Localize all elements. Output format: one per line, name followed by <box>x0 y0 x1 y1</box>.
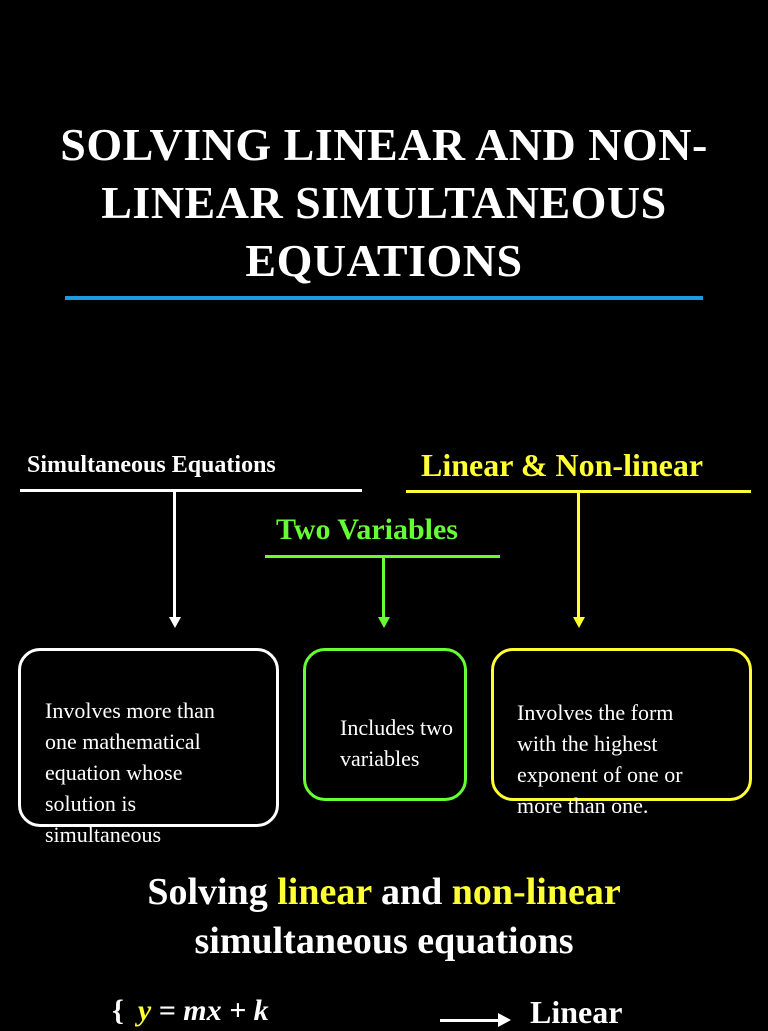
linear-nonlinear-arrowhead-icon <box>573 617 585 628</box>
simultaneous-equations-label: Simultaneous Equations <box>27 452 276 478</box>
title-line-1: SOLVING LINEAR AND NON- <box>60 119 708 170</box>
heading-text-and: and <box>371 871 452 913</box>
section-heading-line-2: simultaneous equations <box>194 920 574 962</box>
simultaneous-definition-text: Involves more than one mathematical equation whose solution is simultaneous <box>45 698 215 847</box>
heading-text-non-linear: non-linear <box>451 871 621 913</box>
equation-type-label: Linear <box>530 994 623 1030</box>
heading-text-solving: Solving <box>147 871 278 913</box>
equation-brace: { <box>112 994 124 1027</box>
two-variables-connector <box>382 557 385 618</box>
two-variables-definition-text: Includes two variables <box>340 715 454 771</box>
section-heading <box>0 868 768 966</box>
linear-nonlinear-label: Linear & Non-linear <box>421 447 704 483</box>
simultaneous-definition-box <box>18 648 279 847</box>
equation-y-variable: y <box>137 994 152 1027</box>
simultaneous-underline <box>20 489 362 492</box>
two-variables-arrowhead-icon <box>378 617 390 628</box>
linear-equation <box>112 994 269 1028</box>
page-title <box>30 116 738 290</box>
two-variables-label: Two Variables <box>276 513 458 546</box>
linear-nonlinear-definition-box <box>491 648 752 818</box>
title-line-3: EQUATIONS <box>245 235 523 286</box>
title-line-2: LINEAR SIMULTANEOUS <box>101 177 667 228</box>
linear-nonlinear-connector <box>577 492 580 618</box>
right-arrow-icon <box>498 1013 511 1027</box>
two-variables-definition-box <box>303 648 467 801</box>
simultaneous-connector <box>173 491 176 618</box>
equation-rhs: = mx + k <box>151 994 269 1027</box>
simultaneous-arrowhead-icon <box>169 617 181 628</box>
equation-arrow-shaft <box>440 1019 498 1022</box>
heading-text-linear: linear <box>277 871 372 913</box>
title-underline <box>65 296 703 300</box>
section-heading-line-1 <box>0 868 768 917</box>
linear-nonlinear-definition-text: Involves the form with the highest exponent of one or more than one. <box>517 700 683 818</box>
